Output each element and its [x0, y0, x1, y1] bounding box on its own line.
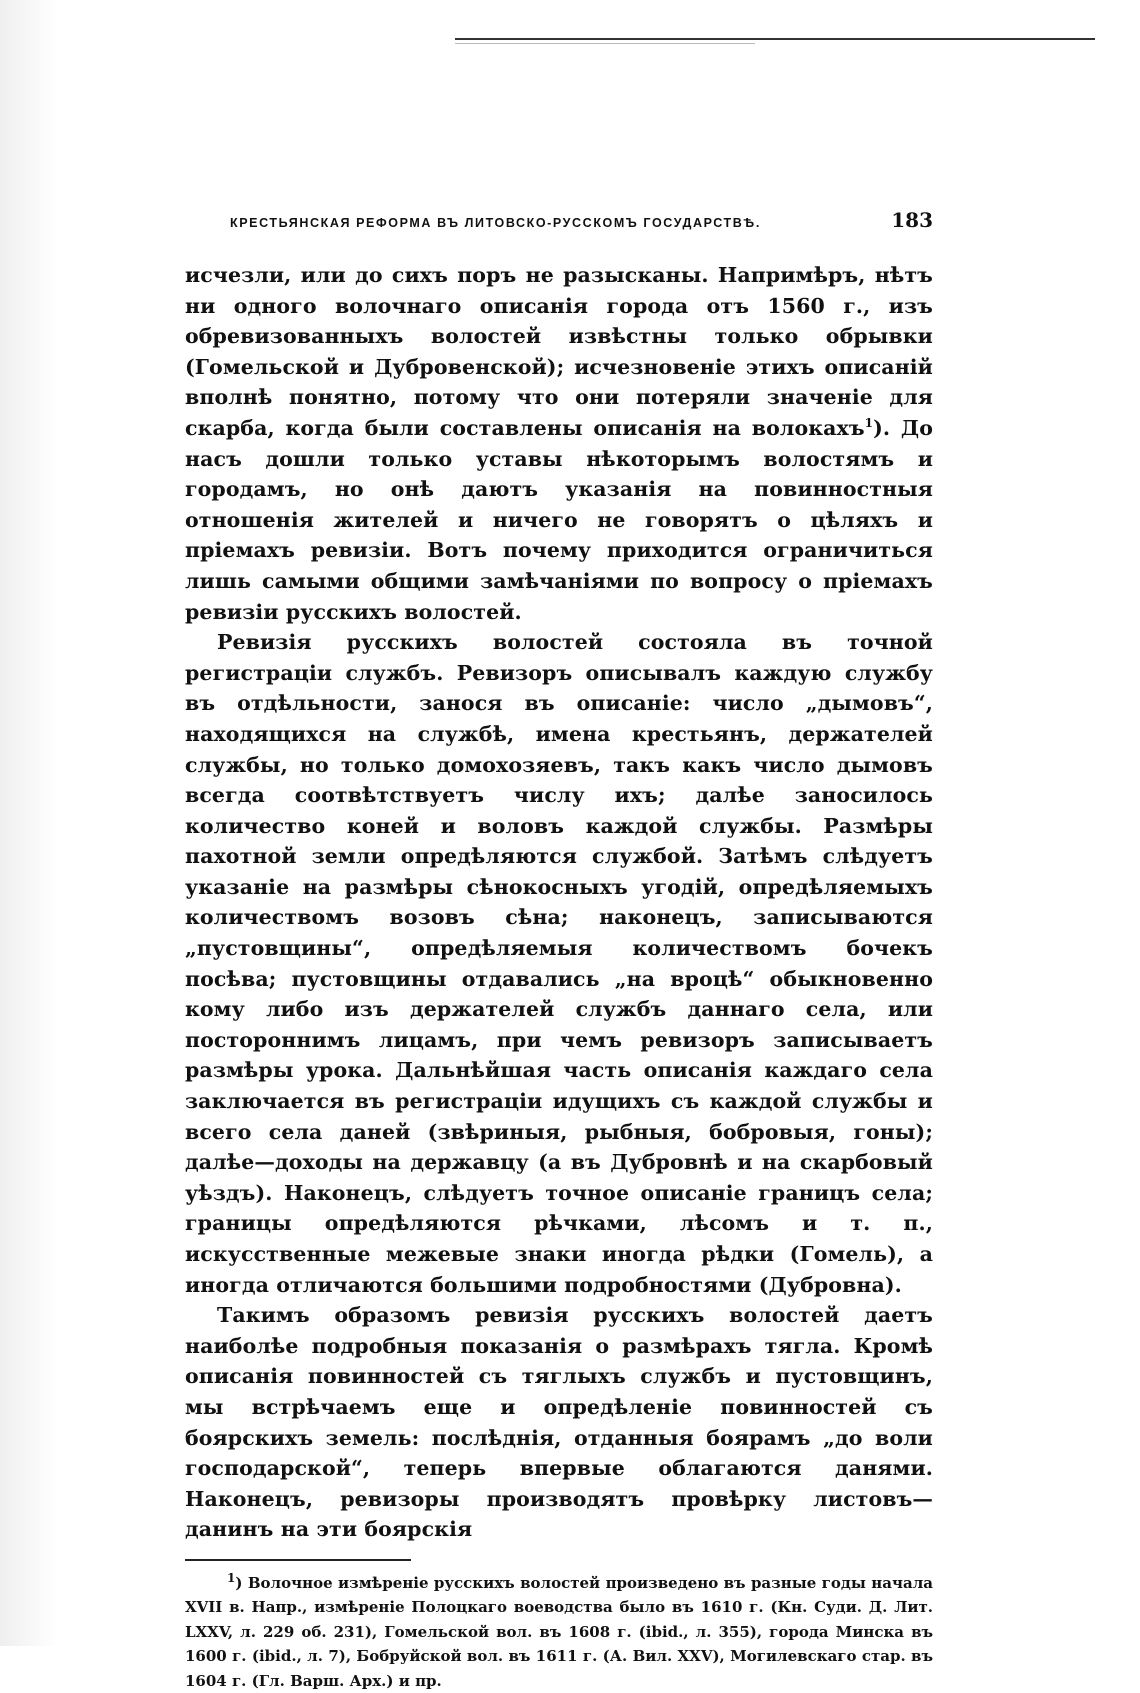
paragraph-1-text: исчезли, или до сихъ поръ не разысканы. Напримѣръ, нѣтъ ни одного волочнаго описанія города отъ 1560 г., изъ обревизованныхъ волостей извѣстны только обрывки (Гомельской и Дубровенской); исчезновеніе этихъ описаній вполнѣ понятно, потому что они потеряли значеніе для скарба, когда были составлены описанія на волокахъ	[185, 263, 933, 440]
scan-shadow-edge	[0, 0, 58, 1646]
book-page	[185, 208, 933, 1693]
running-title: КРЕСТЬЯНСКАЯ РЕФОРМА ВЪ ЛИТОВСКО-РУССКОМЪ ГОСУДАРСТВѢ.	[230, 216, 761, 230]
running-header	[185, 208, 933, 244]
paragraph-2: Ревизія русскихъ волостей состояла въ точной регистраціи службъ. Ревизоръ описывалъ каждую службу въ отдѣльности, занося въ описаніе: число „дымовъ“, находящихся на службѣ, имена крестьянъ, держателей службы, но только домохозяевъ, такъ какъ число дымовъ всегда соотвѣтствуетъ числу ихъ; далѣе заносилось количество коней и воловъ каждой службы. Размѣры пахотной земли опредѣляются службой. Затѣмъ слѣдуетъ указаніе на размѣры сѣнокосныхъ угодій, опредѣляемыхъ количествомъ возовъ сѣна; наконецъ, записываются „пустовщины“, опредѣляемыя количествомъ бочекъ посѣва; пустовщины отдавались „на вроцѣ“ обыкновенно кому либо изъ держателей службъ даннаго села, или постороннимъ лицамъ, при чемъ ревизоръ записываетъ размѣры урока. Дальнѣйшая часть описанія каждаго села заключается въ регистраціи идущихъ съ каждой службы и всего села даней (звѣриныя, рыбныя, бобровыя, гоны); далѣе—доходы на державцу (а въ Дубровнѣ и на скарбовый уѣздъ). Наконецъ, слѣдуетъ точное описаніе границъ села; границы опредѣляются рѣчками, лѣсомъ и т. п., искусственные межевые знаки иногда рѣдки (Гомель), а иногда отличаются большими подробностями (Дубровна).	[185, 630, 933, 1297]
scan-top-rule-faint	[455, 43, 755, 44]
scan-top-rule	[455, 38, 1095, 40]
paragraph-3: Такимъ образомъ ревизія русскихъ волостей даетъ наиболѣе подробныя показанія о размѣрахъ тягла. Кромѣ описанія повинностей съ тяглыхъ службъ и пустовщинъ, мы встрѣчаемъ еще и опредѣленіе повинностей съ боярскихъ земель: послѣднія, отданныя боярамъ „до воли господарской“, теперь впервые облагаются данями. Наконецъ, ревизоры производятъ провѣрку листовъ—данинъ на эти боярскія	[185, 1303, 933, 1542]
footnote-separator	[185, 1559, 411, 1561]
footnote-reference[interactable]: 1	[864, 416, 874, 431]
footnotes	[185, 1571, 933, 1693]
footnote-1	[185, 1571, 933, 1693]
page-number: 183	[891, 208, 933, 232]
footnote-1-text: ) Волочное измѣреніе русскихъ волостей произведено въ разные годы начала XVII в. Напр., измѣреніе Полоцкаго воеводства было въ 1610 г. (Кн. Суди. Д. Лит. LXXV, л. 229 об. 231), Гомельской вол. въ 1608 г. (ibid., л. 355), города Минска въ 1600 г. (ibid., л. 7), Бобруйской вол. въ 1611 г. (А. Вил. XXV), Могилевскаго стар. въ 1604 г. (Гл. Варш. Арх.) и пр.	[185, 1573, 933, 1690]
paragraph-1-continuation: ). До насъ дошли только уставы нѣкоторымъ волостямъ и городамъ, но онѣ даютъ указанія на повинностныя отношенія жителей и ничего не говорятъ о цѣляхъ и пріемахъ ревизіи. Вотъ почему приходится ограничиться лишь самыми общими замѣчаніями по вопросу о пріемахъ ревизіи русскихъ волостей.	[185, 415, 933, 624]
footnote-mark: 1	[227, 1570, 236, 1585]
main-text	[185, 260, 933, 1545]
paragraph-1	[185, 260, 933, 627]
